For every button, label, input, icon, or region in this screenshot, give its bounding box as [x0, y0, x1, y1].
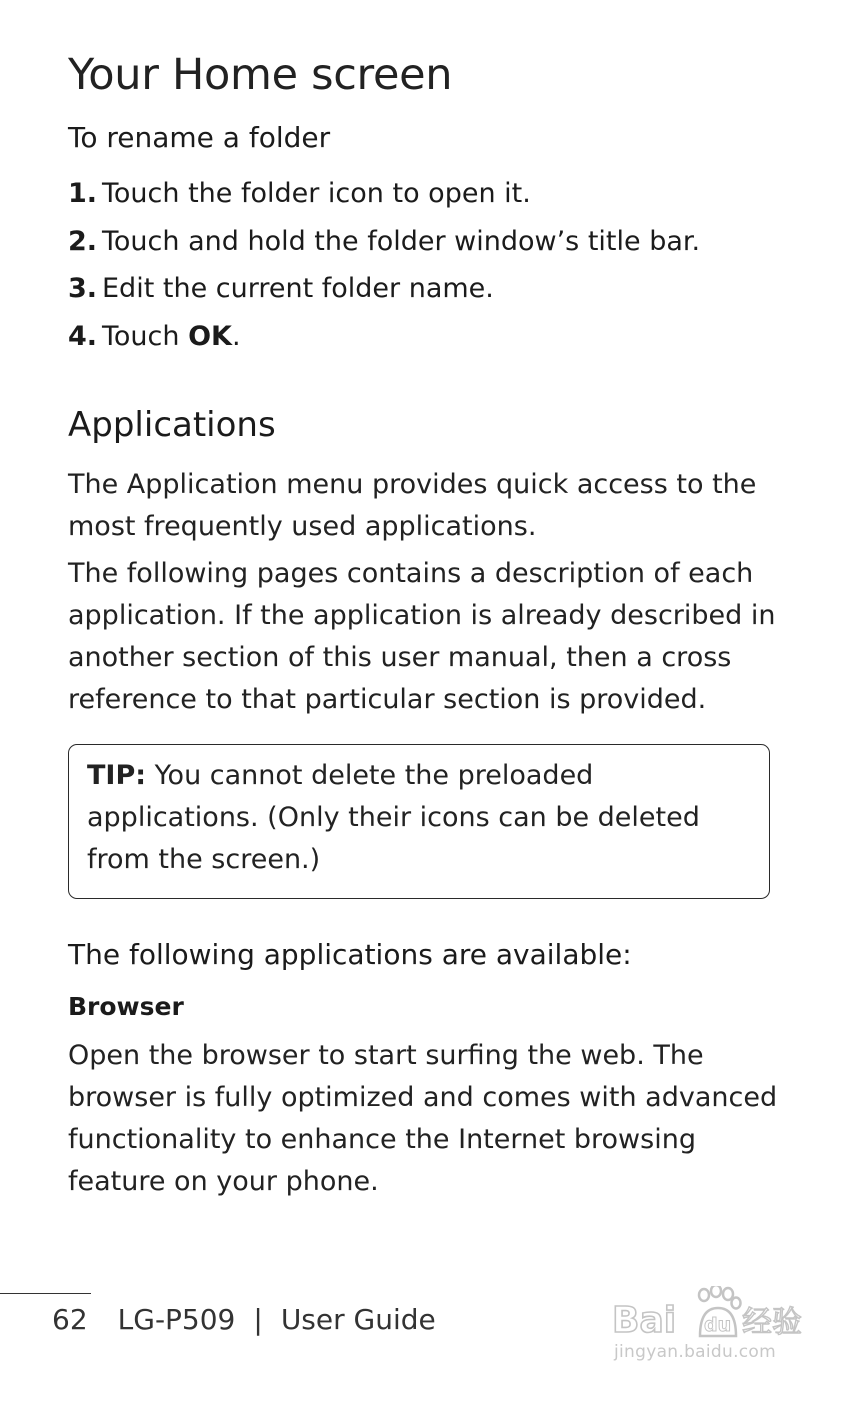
step-text: [102, 313, 241, 361]
model-name: LG-P509: [117, 1303, 236, 1336]
applications-intro-paragraph: The Application menu provides quick access to the most frequently used applications.: [68, 469, 757, 542]
footer-separator: |: [253, 1303, 263, 1336]
step-text: Touch the folder icon to open it.: [102, 178, 531, 209]
svg-text:Bai: Bai: [612, 1300, 677, 1341]
guide-label: User Guide: [280, 1303, 436, 1336]
applications-heading: Applications: [68, 405, 276, 445]
baidu-paw-logo-icon: [612, 1286, 808, 1341]
footer-divider: [0, 1293, 91, 1294]
rename-folder-heading: To rename a folder: [68, 121, 331, 154]
step-text-before: Touch: [102, 320, 189, 352]
list-item: [68, 170, 828, 218]
available-apps-heading: The following applications are available:: [68, 938, 632, 971]
tip-text: [87, 755, 727, 881]
browser-heading: Browser: [68, 992, 184, 1021]
page-number: 62: [52, 1303, 88, 1336]
page-footer: [52, 1303, 436, 1336]
svg-text:经验: 经验: [742, 1305, 802, 1340]
list-item: [68, 218, 828, 266]
step-number: 1.: [68, 178, 98, 209]
step-text: Edit the current folder name.: [102, 273, 494, 304]
ok-label: OK: [188, 320, 232, 352]
baidu-watermark: [612, 1278, 812, 1373]
step-text-after: .: [231, 320, 241, 352]
browser-description: Open the browser to start surfing the web. The browser is fully optimized and comes with advanced functionality to enhance the Internet browsing feature on your phone.: [68, 1040, 778, 1197]
step-number: 4.: [68, 320, 98, 352]
applications-description-paragraph: The following pages contains a description of each application. If the application is already described in another section of this user manual, then a cross reference to that particular section is provided.: [68, 558, 776, 715]
step-text: Touch and hold the folder window’s title bar.: [102, 225, 701, 257]
tip-body: You cannot delete the preloaded applications. (Only their icons can be deleted from the screen.): [87, 760, 700, 875]
list-item: [68, 265, 828, 313]
step-number: 3.: [68, 273, 98, 304]
tip-label: TIP:: [87, 760, 147, 791]
page-title: Your Home screen: [68, 50, 453, 100]
watermark-url: jingyan.baidu.com: [614, 1342, 776, 1362]
tip-box: [68, 744, 770, 899]
rename-steps-list: [68, 170, 828, 360]
list-item: [68, 313, 828, 361]
step-number: 2.: [68, 225, 98, 257]
svg-text:du: du: [704, 1314, 732, 1336]
